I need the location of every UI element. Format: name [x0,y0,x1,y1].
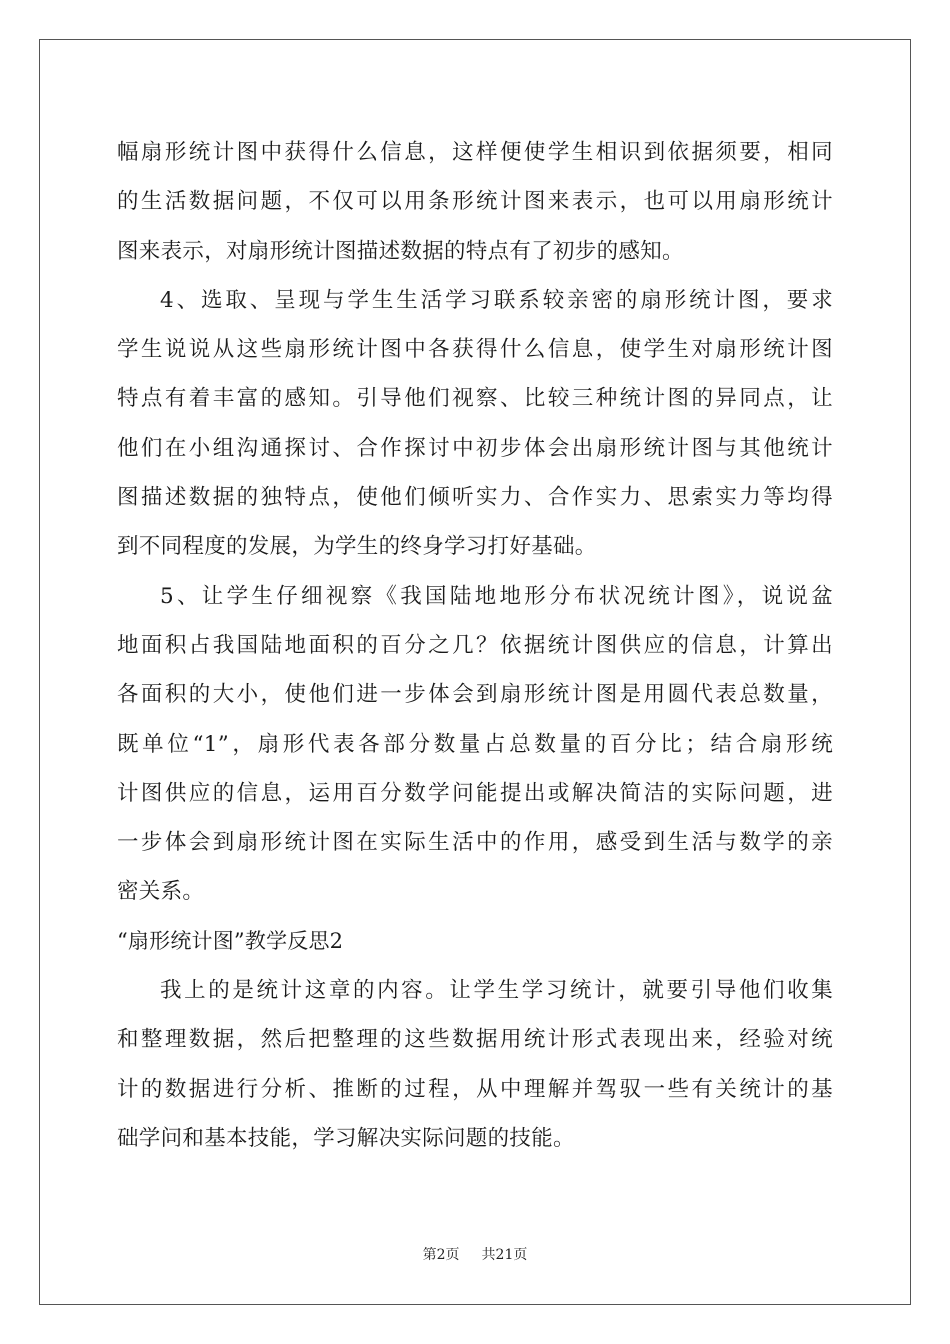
page-footer [0,1244,950,1264]
paragraph-line: 的生活数据问题，不仅可以用条形统计图来表示，也可以用扇形统计 [117,189,833,215]
paragraph-line: 地面积占我国陆地面积的百分之几？依据统计图供应的信息，计算出 [117,632,833,658]
paragraph-line: 础学问和基本技能，学习解决实际问题的技能。 [117,1125,575,1151]
paragraph-line: 他们在小组沟通探讨、合作探讨中初步体会出扇形统计图与其他统计 [117,435,833,461]
document-body [117,128,833,1163]
paragraph-line: 学生说说从这些扇形统计图中各获得什么信息，使学生对扇形统计图 [117,337,833,363]
paragraph-line: 5、让学生仔细视察《我国陆地地形分布状况统计图》，说说盆 [160,583,833,609]
paragraph-line: 既单位“1”，扇形代表各部分数量占总数量的百分比；结合扇形统 [117,731,833,757]
page-number: 第2页 [422,1247,460,1263]
paragraph-line: 密关系。 [117,879,205,905]
paragraph-line: 计的数据进行分析、推断的过程，从中理解并驾驭一些有关统计的基 [117,1076,833,1102]
paragraph-line: 图来表示，对扇形统计图描述数据的特点有了初步的感知。 [117,238,684,264]
paragraph-line: 一步体会到扇形统计图在实际生活中的作用，感受到生活与数学的亲 [117,830,833,856]
paragraph-line: 到不同程度的发展，为学生的终身学习打好基础。 [117,534,597,560]
paragraph-line: 和整理数据，然后把整理的这些数据用统计形式表现出来，经验对统 [117,1027,833,1053]
paragraph-line: 图描述数据的独特点，使他们倾听实力、合作实力、思索实力等均得 [117,485,833,511]
paragraph-line: 各面积的大小，使他们进一步体会到扇形统计图是用圆代表总数量， [117,682,833,708]
section-heading: “扇形统计图”教学反思2 [117,928,344,953]
paragraph-line: 特点有着丰富的感知。引导他们视察、比较三种统计图的异同点，让 [117,386,833,412]
paragraph-line: 计图供应的信息，运用百分数学问能提出或解决简洁的实际问题，进 [117,780,833,806]
page-total: 共21页 [481,1247,528,1263]
paragraph-line: 幅扇形统计图中获得什么信息，这样便使学生相识到依据须要，相同 [117,140,833,165]
paragraph-line: 4、选取、呈现与学生生活学习联系较亲密的扇形统计图，要求 [160,287,833,313]
paragraph-line: 我上的是统计这章的内容。让学生学习统计，就要引导他们收集 [160,978,833,1004]
